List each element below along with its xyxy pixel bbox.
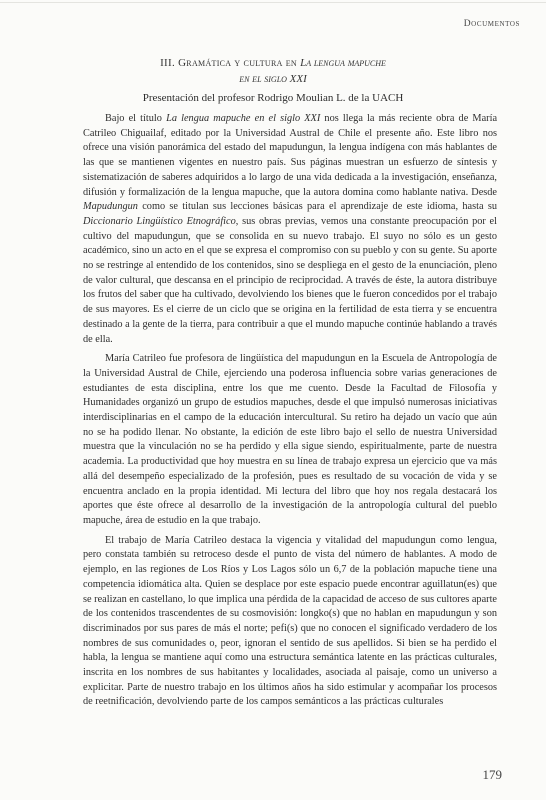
italic-title-text: La lengua mapuche en el siglo XXI (166, 113, 321, 124)
page-number: 179 (482, 767, 502, 782)
paragraph-text: , sus obras previas, vemos una constante preocupación por el cultivo del mapudungun, que se consolida en su nuevo trabajo. El suyo no sólo es un gesto académico, sino un acto en el que se expresa el compromiso con su pueblo y con su gente. Su aporte no se restringe al entendido de los contenidos, sino se despliega en el gesto de la enunciación, pleno de valor cultural, que descansa en el principio de reciprocidad. A través de éste, la autora distribuye los frutos del saber que ha cultivado, devolviendo los bienes que le fueron concedidos por el trabajo de sus mayores. Es el cierre de un ciclo que se origina en la fertilidad de esta tierra y se encuentra destinado a la gente de la tierra, para contribuir a que el mundo mapuche continúe hablando a través de ella. (83, 215, 497, 345)
paragraph-text: María Catrileo fue profesora de lingüística del mapudungun en la Escuela de Antropología de la Universidad Austral de Chile, ejerciendo una poderosa influencia sobre varias generaciones de estudiantes de esta disciplina, entre los que me cuento. Desde la Facultad de Filosofía y Humanidades organizó un grupo de estudios mapuches, desde el que impulsó numerosas iniciativas interdisciplinarias en el campo de la educación intercultural. Su retiro ha dejado un vacío que aún no se ha podido llenar. No obstante, la edición de este libro bajo el sello de nuestra Universidad muestra que la vinculación no se ha perdido y ella sigue siendo, espiritualmente, parte de nuestra academia. La productividad que hoy muestra en su línea de trabajo expresa un ejercicio que va más allá del desempeño especializado de la profesión, pues es resultado de su vocación de vida y se encuentra anclado en la propia identidad. Mi lectura del libro que hoy nos regala destacará los aportes que éste ofrece al desarrollo de la investigación de la antropología cultural del pueblo mapuche, área de estudio en la que trabajo. (83, 353, 497, 526)
section-heading-prefix: III. Gramática y cultura en (160, 57, 301, 69)
body-paragraph (83, 112, 497, 347)
paragraph-text: como se titulan sus lecciones básicas para el aprendizaje de este idioma, hasta su (137, 201, 497, 213)
body-paragraph (83, 534, 497, 710)
paragraph-text: nos llega la más reciente obra de María Catrileo Chiguailaf, editado por la Universidad Austral de Chile el presente año. Este libro nos ofrece una visión panorámica del estado del mapudungun, la lengua indígena con más hablantes de las que se mantienen vigentes en nuestro país. Sus páginas muestran un esfuerzo de síntesis y sistematización de saberes adquiridos a lo largo de una vida dedicada a la investigación, enseñanza, difusión y formalización de la lengua mapuche, que la autora domina como hablante nativa. Desde (83, 113, 498, 198)
body-text (83, 112, 497, 715)
section-heading-line-2 (0, 71, 546, 87)
section-heading-line-1 (0, 55, 546, 71)
presentation-subheading: Presentación del profesor Rodrigo Moulian L. de la UACH (142, 92, 404, 104)
top-edge-line (0, 2, 546, 3)
body-paragraph (83, 352, 497, 528)
paragraph-text: Bajo el título (105, 113, 167, 124)
section-heading (0, 55, 546, 87)
paragraph-text: El trabajo de María Catrileo destaca la vigencia y vitalidad del mapudungun como lengua, pero constata también su retroceso desde el punto de vista del número de hablantes. A modo de ejemplo, en las regiones de Los Ríos y Los Lagos sólo un 6,7 de la población mapuche tiene una competencia idiomática alta. Quien se desplace por este espacio puede encontrar aguillatun(es) que se realizan en castellano, lo que implica una pérdida de la capacidad de acceso de sus cultores aparte de los contenidos trascendentes de su cosmovisión: longko(s) que no hablan en mapudungun y son discriminados por sus pares de más el norte; pefi(s) que no conocen el significado verdadero de los nombres de sus comunidades o, peor, ignoran el sentido de sus apellidos. Si bien se ha perdido el habla, la lengua se mantiene aquí como una estructura semántica latente en las prácticas culturales, inscrita en los nombres de sus habitantes y localidades, asociada al paisaje, como un universo a explicitar. Parte de nuestro trabajo en los últimos años ha sido estimular y acompañar los procesos de reetnificación, devolviendo parte de los campos semánticos a las prácticas culturales (83, 534, 497, 708)
section-heading-italic-2: en el siglo XXI (239, 73, 307, 85)
section-heading-italic-1: La lengua mapuche (300, 57, 386, 69)
italic-title-text: Mapudungun (83, 201, 138, 213)
italic-title-text: Diccionario Lingüístico Etnográfico (83, 215, 236, 227)
running-header: Documentos (463, 19, 520, 29)
